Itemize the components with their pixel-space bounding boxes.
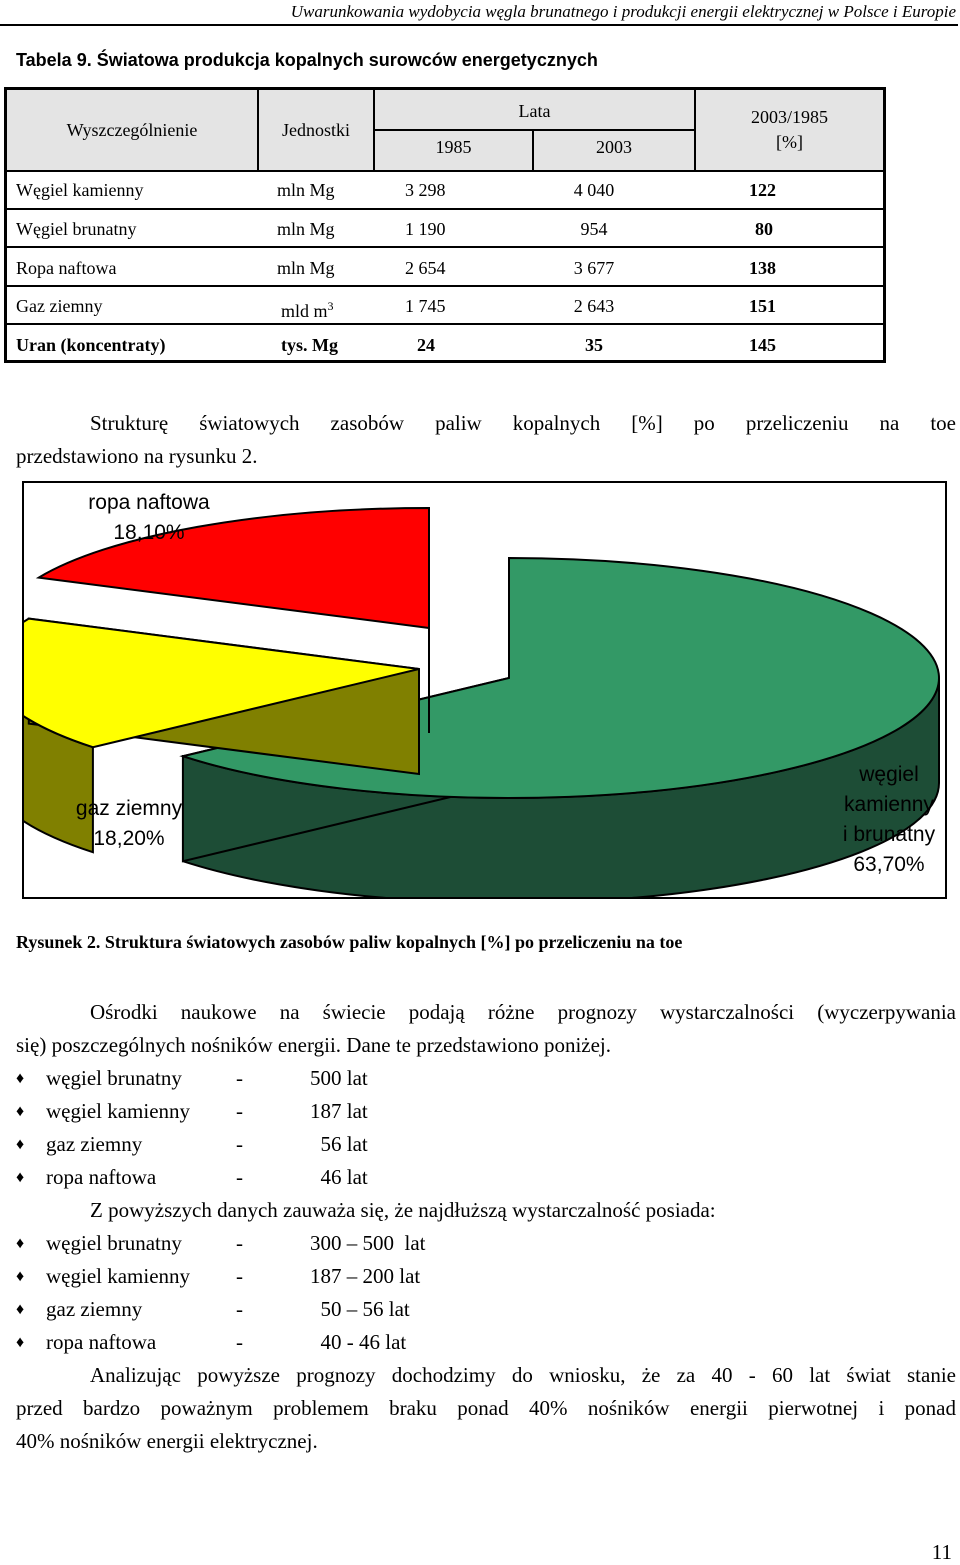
row-1985: 24 xyxy=(417,335,435,355)
row-unit: mln Mg xyxy=(277,258,335,278)
list-item-name: węgiel kamienny xyxy=(46,1099,191,1123)
row-2003: 954 xyxy=(580,219,608,239)
intro-line-1: Strukturę światowych zasobów paliw kopalnych [%] po przeliczeniu na toe xyxy=(90,411,956,435)
list-item-name: węgiel brunatny xyxy=(46,1231,182,1255)
list-item xyxy=(16,1095,716,1128)
list-item-dash: - xyxy=(236,1231,243,1255)
list-item-value: 50 – 56 lat xyxy=(310,1297,410,1321)
list-item-name: ropa naftowa xyxy=(46,1330,157,1354)
list-item-dash: - xyxy=(236,1066,243,1090)
list-item-value: 40 - 46 lat xyxy=(310,1330,407,1354)
list-item-value: 187 – 200 lat xyxy=(310,1264,421,1288)
diamond-bullet-icon: ♦ xyxy=(16,1136,25,1153)
page-number: 11 xyxy=(931,1540,952,1564)
label-oil-value: 18,10% xyxy=(113,521,185,544)
diamond-bullet-icon: ♦ xyxy=(16,1235,25,1252)
row-unit: tys. Mg xyxy=(281,335,338,355)
row-unit: mld $m^3$ xyxy=(281,299,334,321)
list-item-dash: - xyxy=(236,1330,243,1354)
conclusion-paragraph xyxy=(16,1359,956,1458)
row-2003: 2 643 xyxy=(573,296,615,316)
list-item-value: 56 lat xyxy=(310,1132,368,1156)
figure-caption: Rysunek 2. Struktura światowych zasobów paliw kopalnych [%] po przeliczeniu na toe xyxy=(16,932,683,952)
list-item-dash: - xyxy=(236,1132,243,1156)
row-item: Węgiel kamienny xyxy=(16,180,144,200)
forecast-line-2: się) poszczególnych nośników energii. Dane te przedstawiono poniżej. xyxy=(16,1033,612,1057)
header-unit: Jednostki xyxy=(281,120,350,140)
label-coal-line-1: węgiel xyxy=(859,763,919,786)
list-item xyxy=(16,1161,716,1194)
label-oil-name: ropa naftowa xyxy=(88,491,210,514)
row-1985: 1 745 xyxy=(405,296,446,316)
header-years: Lata xyxy=(518,101,551,121)
label-gas-value: 18,20% xyxy=(93,827,165,850)
list-item xyxy=(16,1128,716,1161)
production-table xyxy=(4,87,886,363)
list-item-value: 500 lat xyxy=(310,1066,368,1090)
list-item xyxy=(16,1293,716,1326)
diamond-bullet-icon: ♦ xyxy=(16,1169,25,1186)
longest-line: Z powyższych danych zauważa się, że najdłuższą wystarczalność posiada: xyxy=(90,1198,716,1222)
forecast-line-1: Ośrodki naukowe na świecie podają różne prognozy wystarczalności (wyczerpywania xyxy=(90,1000,956,1024)
row-item: Gaz ziemny xyxy=(16,296,103,316)
label-coal xyxy=(819,760,959,880)
list-item-dash: - xyxy=(236,1297,243,1321)
longest-paragraph xyxy=(16,1194,956,1227)
row-ratio: 145 xyxy=(749,335,776,355)
diamond-bullet-icon: ♦ xyxy=(16,1301,25,1318)
diamond-bullet-icon: ♦ xyxy=(16,1103,25,1120)
conclusion-line-2: przed bardzo poważnym problemem braku ponad 40% nośników energii pierwotnej i ponad xyxy=(16,1396,956,1420)
label-coal-value: 63,70% xyxy=(853,853,925,876)
forecast-paragraph xyxy=(16,996,956,1062)
reserves-list xyxy=(16,1062,716,1194)
intro-line-2: przedstawiono na rysunku 2. xyxy=(16,444,258,468)
row-1985: 3 298 xyxy=(405,180,446,200)
list-item xyxy=(16,1326,716,1359)
row-2003: 4 040 xyxy=(573,180,615,200)
header-item: Wyszczególnienie xyxy=(66,120,198,140)
label-coal-line-2: kamienny xyxy=(844,793,934,816)
list-item-value: 187 lat xyxy=(310,1099,368,1123)
row-ratio: 80 xyxy=(755,219,773,239)
diamond-bullet-icon: ♦ xyxy=(16,1268,25,1285)
conclusion-line-3: 40% nośników energii elektrycznej. xyxy=(16,1429,318,1453)
diamond-bullet-icon: ♦ xyxy=(16,1070,25,1087)
list-item-name: węgiel brunatny xyxy=(46,1066,182,1090)
label-oil xyxy=(44,488,254,548)
row-2003: 3 677 xyxy=(573,258,615,278)
list-item-dash: - xyxy=(236,1264,243,1288)
row-item: Węgiel brunatny xyxy=(16,219,137,239)
label-gas xyxy=(34,794,224,854)
list-item-dash: - xyxy=(236,1165,243,1189)
list-item-value: 46 lat xyxy=(310,1165,368,1189)
row-ratio: 122 xyxy=(749,180,776,200)
pie-chart-frame xyxy=(22,481,947,899)
row-item: Ropa naftowa xyxy=(16,258,117,278)
list-item-name: ropa naftowa xyxy=(46,1165,157,1189)
list-item xyxy=(16,1062,716,1095)
list-item xyxy=(16,1227,716,1260)
list-item-dash: - xyxy=(236,1099,243,1123)
label-gas-name: gaz ziemny xyxy=(75,797,183,820)
list-item-value: 300 – 500 lat xyxy=(310,1231,426,1255)
header-year-2003: 2003 xyxy=(596,137,632,157)
row-ratio: 151 xyxy=(749,296,776,316)
table-caption: Tabela 9. Światowa produkcja kopalnych surowców energetycznych xyxy=(16,50,598,70)
row-2003: 35 xyxy=(585,335,603,355)
list-item-name: węgiel kamienny xyxy=(46,1264,191,1288)
running-header: Uwarunkowania wydobycia węgla brunatnego i produkcji energii elektrycznej w Polsce i Europie xyxy=(0,0,958,26)
list-item-name: gaz ziemny xyxy=(46,1297,143,1321)
list-item-name: gaz ziemny xyxy=(46,1132,143,1156)
row-item: Uran (koncentraty) xyxy=(16,335,166,355)
header-ratio: 2003/1985 xyxy=(750,107,828,127)
header-ratio-unit: [%] xyxy=(776,132,803,152)
longest-list xyxy=(16,1227,716,1359)
row-unit: mln Mg xyxy=(277,180,335,200)
row-ratio: 138 xyxy=(749,258,776,278)
list-item xyxy=(16,1260,716,1293)
row-1985: 1 190 xyxy=(405,219,446,239)
row-unit: mln Mg xyxy=(277,219,335,239)
unit-superscript: 3 xyxy=(327,299,334,313)
diamond-bullet-icon: ♦ xyxy=(16,1334,25,1351)
intro-paragraph xyxy=(16,407,956,473)
conclusion-line-1: Analizując powyższe prognozy dochodzimy do wniosku, że za 40 - 60 lat świat stanie xyxy=(90,1363,956,1387)
header-year-1985: 1985 xyxy=(435,137,472,157)
label-coal-line-3: i brunatny xyxy=(842,823,936,846)
row-1985: 2 654 xyxy=(405,258,446,278)
